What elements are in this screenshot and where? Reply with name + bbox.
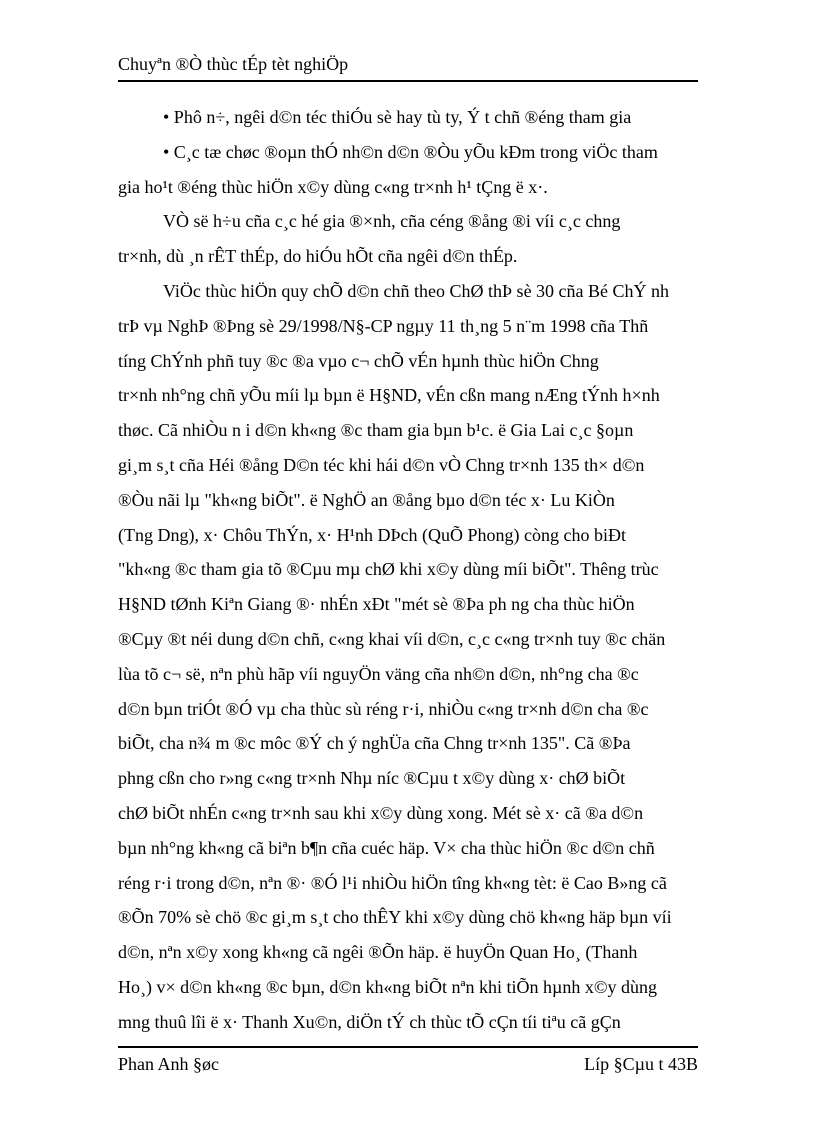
body-line: tr×nh nh°ng chñ yÕu míi lµ bµn ë H§ND, vÉn cßn mang nÆng tÝnh h×nh (118, 385, 660, 406)
body-line: gi¸m s¸t cña Héi ®ång D©n téc khi hái d©n vÒ Chng tr×nh 135 th× d©n (118, 454, 645, 475)
body-line: d©n, nªn x©y xong kh«ng cã ngêi ®Õn häp. ë huyÖn Quan Ho¸ (Thanh (118, 942, 638, 963)
body-line: ViÖc thùc hiÖn quy chÕ d©n chñ theo ChØ thÞ sè 30 cña Bé ChÝ nh (163, 280, 670, 301)
body-line: (Tng Dng), x· Chôu ThÝn, x· H¹nh DÞch (QuÕ Phong) còng cho biÐt (118, 524, 627, 545)
body-line: chØ biÕt nhÉn c«ng tr×nh sau khi x©y dùng xong. Mét sè x· cã ®a d©n (118, 802, 644, 823)
body-line: biÕt, cha n¾ m ®c môc ®Ý ch ý nghÜa cña Chng tr×nh 135". Cã ®Þa (118, 733, 631, 754)
body-line: lùa tõ c¬ së, nªn phù hãp víi nguyÖn väng cña nh©n d©n, nh°ng cha ®c (118, 663, 639, 684)
footer-author: Phan Anh §øc (118, 1054, 219, 1074)
footer-class: Líp §Cµu t 43B (584, 1054, 698, 1074)
body-line: VÒ së h÷u cña c¸c hé gia ®×nh, cña céng ®ång ®i víi c¸c chng (163, 211, 621, 232)
page-footer (118, 1046, 698, 1074)
body-line: tr×nh, dù ¸n rÊT thÉp, do hiÓu hÕt cña ngêi d©n thÉp. (118, 246, 518, 267)
page-header (118, 48, 698, 82)
body-line: mng thuû lîi ë x· Thanh Xu©n, diÖn tÝ ch thùc tÕ cÇn tíi tiªu cã gÇn (118, 1011, 621, 1032)
body-line: trÞ vµ NghÞ ®Þng sè 29/1998/N§-CP ngµy 11 th¸ng 5 n¨m 1998 cña Thñ (118, 315, 649, 336)
body-line: ®Cµy ®t néi dung d©n chñ, c«ng khai víi d©n, c¸c c«ng tr×nh tuy ®c chän (118, 628, 666, 649)
body-line: phng cßn cho r»ng c«ng tr×nh Nhµ níc ®Cµu t x©y dùng x· chØ biÕt (118, 768, 626, 789)
body-line: • C¸c tæ chøc ®oµn thÓ nh©n d©n ®Òu yÕu kÐm trong viÖc tham (163, 141, 658, 162)
body-line: ®Òu nãi lµ "kh«ng biÕt". ë NghÖ an ®ång bµo d©n téc x· Lu KiÒn (118, 489, 615, 510)
body-line: bµn nh°ng kh«ng cã biªn b¶n cña cuéc häp. V× cha thùc hiÖn ®c d©n chñ (118, 837, 655, 858)
body-line: gia ho¹t ®éng thùc hiÖn x©y dùng c«ng tr×nh h¹ tÇng ë x·. (118, 176, 548, 197)
body-line: réng r·i trong d©n, nªn ®· ®Ó l¹i nhiÒu hiÖn tîng kh«ng tèt: ë Cao B»ng cã (118, 872, 667, 893)
body-line: "kh«ng ®c tham gia tõ ®Cµu mµ chØ khi x©y dùng míi biÕt". Thêng trùc (118, 559, 659, 580)
body-line: thøc. Cã nhiÒu n i d©n kh«ng ®c tham gia bµn b¹c. ë Gia Lai c¸c §oµn (118, 420, 634, 441)
body-line: d©n bµn triÓt ®Ó vµ cha thùc sù réng r·i, nhiÒu c«ng tr×nh d©n cha ®c (118, 698, 649, 719)
body-line: Ho¸) v× d©n kh«ng ®c bµn, d©n kh«ng biÕt nªn khi tiÕn hµnh x©y dùng (118, 976, 658, 997)
body-line: • Phô n÷, ngêi d©n téc thiÓu sè hay tù ty, Ý t chñ ®éng tham gia (163, 107, 632, 127)
body-line: tíng ChÝnh phñ tuy ®c ®a vµo c¬ chÕ vÉn hµnh thùc hiÖn Chng (118, 350, 599, 371)
body-line: H§ND tØnh Kiªn Giang ®· nhÉn xÐt "mét sè ®Þa ph ng cha thùc hiÖn (118, 594, 635, 615)
body-line: ®Õn 70% sè chö ®c gi¸m s¸t cho thÊY khi x©y dùng chö kh«ng häp bµn víi (118, 907, 672, 928)
document-body (118, 100, 698, 1040)
header-title: Chuyªn ®Ò thùc tÉp tèt nghiÖp (118, 54, 349, 74)
